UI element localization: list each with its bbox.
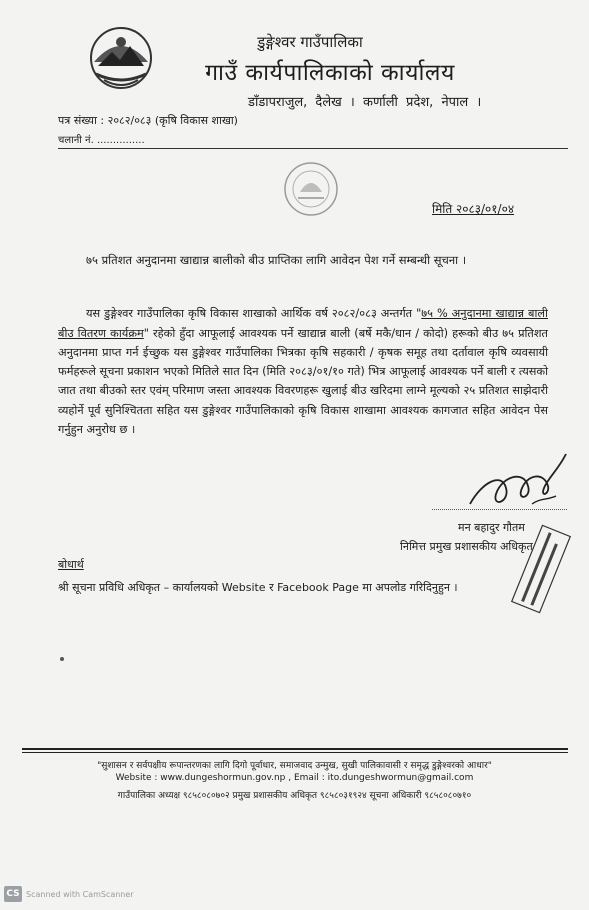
body-text-part1: यस डुङ्गेश्वर गाउँपालिका कृषि विकास शाखाको आर्थिक वर्ष २०८२/०८३ अन्तर्गत " (86, 307, 422, 321)
program-name: ७५ % अनुदानमा खाद्यान्न बाली बीउ वितरण कार्यक्रम (58, 307, 548, 340)
officer-stamp-icon (506, 520, 576, 618)
stray-mark (60, 657, 64, 661)
footer-motto: "सुशासन र सर्वपक्षीय रूपान्तरणका लागि दिगो पूर्वाधार, समाजवाद उन्मुख, सुखी पालिकावासी र समृद्ध डुङ्गेश्वरको आधार" (97, 761, 492, 771)
office-name: गाउँ कार्यपालिकाको कार्यालय (205, 60, 455, 86)
cc-heading: बोधार्थ (58, 558, 84, 571)
scanner-watermark (4, 886, 134, 902)
office-stamp-icon (282, 160, 340, 218)
notice-body (58, 304, 548, 439)
header-divider (58, 148, 568, 149)
letter-number: पत्र संख्या : २०८२/०८३ (कृषि विकास शाखा) (58, 114, 238, 127)
dispatch-number: चलानी नं. ............... (58, 135, 145, 146)
municipality-name: डुङ्गेश्वर गाउँपालिका (257, 33, 363, 51)
footer-rule-thin (22, 752, 568, 753)
body-text-part2: " रहेको हुँदा आफूलाई आवश्यक पर्ने खाद्यान्न बाली (बर्षे मकै/धान / कोदो) हरूको बीउ ७५ प्रतिशत अनुदानमा प्राप्त गर्न ईच्छुक यस डुङ्गेश्वर गाउँपालिका भित्रका कृषि सहकारी / कृषक समूह तथा दर्तावाल कृषि व्यवसायी फर्महरूले सूचना प्रकाशन भएको मितिले सात दिन (मिति २०८३/०१/१० गते) भित्र आफूलाई आवश्यक पर्ने बाली र त्यसको जात तथा बीउको स्तर एवंम् परिमाण जस्ता आवश्यक विवरणहरू खुलाई बीउ खरिदमा लाग्ने मूल्यको २५ प्रतिशत साझेदारी व्यहोर्ने पूर्व सुनिश्चितता सहित यस डुङ्गेश्वर गाउँपालिकाको कृषि विकास शाखामा आवश्यक कागजात सहित आवेदन पेस गर्नुहुन अनुरोध छ । (58, 326, 548, 437)
signatory-name: मन बहादुर गौतम (458, 521, 525, 534)
footer-phones: गाउँपालिका अध्यक्ष ९८५८०८०७०२ प्रमुख प्रशासकीय अधिकृत ९८५८०३१९२४ सूचना अधिकारी ९८५८०८०७१० (117, 791, 472, 801)
signatory-title: निमित्त प्रमुख प्रशासकीय अधिकृत (400, 540, 533, 553)
cc-recipient: श्री सूचना प्रविधि अधिकृत – कार्यालयको Website र Facebook Page मा अपलोड गरिदिनुहुन । (58, 581, 458, 594)
notice-subject: ७५ प्रतिशत अनुदानमा खाद्यान्न बालीको बीउ प्राप्तिका लागि आवेदन पेश गर्ने सम्बन्धी सूचना । (86, 253, 467, 267)
scanner-text: Scanned with CamScanner (26, 889, 134, 899)
signature-line (432, 509, 567, 510)
issue-date: मिति २०८३/०१/०४ (432, 202, 515, 216)
footer-contact: Website : www.dungeshormun.gov.np , Email : ito.dungeshwormun@gmail.com (115, 773, 474, 783)
signature-icon (462, 442, 572, 522)
nepal-emblem-icon (84, 22, 158, 92)
office-address: डाँडापराजुल, दैलेख । कर्णाली प्रदेश, नेपाल । (248, 95, 482, 110)
footer-rule-thick (22, 748, 568, 750)
camscanner-icon: CS (4, 886, 22, 902)
